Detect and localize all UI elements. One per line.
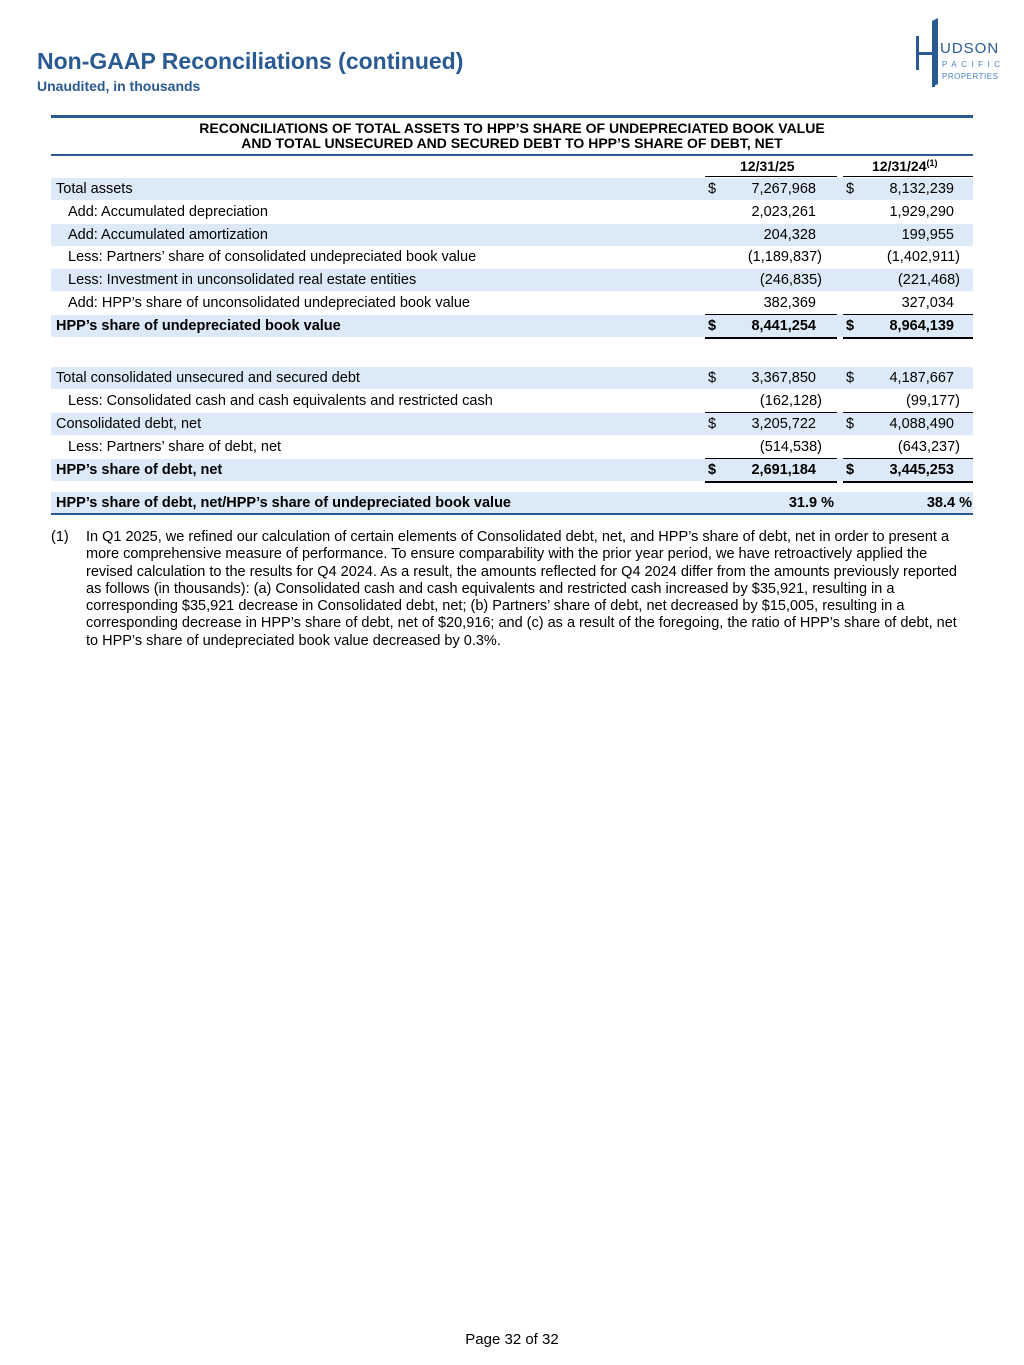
row-label: HPP’s share of debt, net/HPP’s share of undepreciated book value — [56, 495, 511, 511]
value-2024: 8,964,139 — [889, 318, 954, 334]
row-label: HPP’s share of undepreciated book value — [56, 318, 341, 334]
table-row — [51, 413, 973, 435]
logo-word-pacific: PACIFIC — [942, 60, 1005, 69]
table-bottom-rule — [51, 513, 973, 515]
table-row — [51, 367, 973, 389]
total-double-underline — [843, 481, 973, 483]
table-row — [51, 224, 973, 246]
row-label: Total assets — [56, 181, 133, 197]
table-title-line2: AND TOTAL UNSECURED AND SECURED DEBT TO HPP’S SHARE OF DEBT, NET — [241, 135, 783, 151]
row-label: Add: Accumulated depreciation — [68, 204, 268, 220]
logo-word-hudson: UDSON — [940, 40, 1000, 57]
row-label: Less: Partners’ share of consolidated undepreciated book value — [68, 249, 477, 265]
total-double-underline — [705, 337, 837, 339]
value-2025: 2,023,261 — [751, 204, 816, 220]
value-2024: (99,177) — [905, 393, 960, 409]
table-row — [51, 269, 973, 291]
value-2025: 3,205,722 — [751, 416, 816, 432]
table-title-rule — [51, 154, 973, 156]
table-row — [51, 390, 973, 412]
currency-sign: $ — [708, 462, 717, 478]
table-row — [51, 292, 973, 314]
currency-sign: $ — [846, 181, 855, 197]
value-2025: 31.9 % — [788, 495, 834, 511]
page-title: Non-GAAP Reconciliations (continued) — [37, 48, 464, 74]
row-label: Add: Accumulated amortization — [68, 227, 268, 243]
currency-sign: $ — [846, 318, 855, 334]
value-2024: 8,132,239 — [889, 181, 954, 197]
row-label: Consolidated debt, net — [56, 416, 202, 432]
value-2024: 3,445,253 — [889, 462, 954, 478]
row-label: Less: Consolidated cash and cash equivalents and restricted cash — [68, 393, 493, 409]
table-top-rule — [51, 115, 973, 118]
column-header-footnote-ref: (1) — [926, 158, 938, 168]
value-2024: 1,929,290 — [889, 204, 954, 220]
table-row — [51, 246, 973, 268]
footnote — [51, 529, 973, 650]
value-2025: (246,835) — [759, 272, 822, 288]
table-row-total — [51, 459, 973, 481]
row-label: Less: Investment in unconsolidated real estate entities — [68, 272, 417, 288]
value-2025: (162,128) — [759, 393, 822, 409]
page-subtitle: Unaudited, in thousands — [37, 78, 201, 94]
currency-sign: $ — [846, 370, 855, 386]
table-title — [51, 121, 973, 151]
currency-sign: $ — [708, 318, 717, 334]
value-2024: (1,402,911) — [886, 249, 960, 265]
column-header-2024-label: 12/31/24 — [872, 158, 927, 174]
currency-sign: $ — [708, 181, 717, 197]
column-header-2025: 12/31/25 — [740, 158, 795, 174]
value-2024: 4,088,490 — [889, 416, 954, 432]
footnote-text: In Q1 2025, we refined our calculation of certain elements of Consolidated debt, net, and HPP’s share of debt, net in order to present a more comprehensive measure of performance. To ensure comparability with the prior year period, we have retroactively applied the revised calculation to the results for Q4 2024. As a result, the amounts reflected for Q4 2024 differ from the amounts previously reported as follows (in thousands): (a) Consolidated cash and cash equivalents and restricted cash increased by $35,921, resulting in a corresponding $35,921 decrease in Consolidated debt, net; (b) Partners’ share of debt, net decreased by $15,005, resulting in a corresponding decrease in HPP’s share of debt, net of $20,916; and (c) as a result of the foregoing, the ratio of HPP’s share of debt, net to HPP’s share of undepreciated book value decreased by 0.3%. — [86, 529, 957, 649]
table-row-total — [51, 315, 973, 337]
value-2024: (221,468) — [897, 272, 960, 288]
value-2025: (1,189,837) — [747, 249, 822, 265]
row-label: Total consolidated unsecured and secured debt — [56, 370, 360, 386]
value-2024: 199,955 — [901, 227, 954, 243]
value-2024: (643,237) — [897, 439, 960, 455]
table-row — [51, 436, 973, 458]
column-header-underline — [705, 176, 837, 177]
table-row — [51, 178, 973, 200]
value-2025: (514,538) — [759, 439, 822, 455]
page-number: Page 32 of 32 — [465, 1331, 559, 1348]
value-2025: 204,328 — [763, 227, 816, 243]
hudson-logo — [912, 18, 1005, 90]
row-label: Less: Partners’ share of debt, net — [68, 439, 282, 455]
value-2025: 3,367,850 — [751, 370, 816, 386]
currency-sign: $ — [846, 416, 855, 432]
table-title-line1: RECONCILIATIONS OF TOTAL ASSETS TO HPP’S SHARE OF UNDEPRECIATED BOOK VALUE — [199, 120, 825, 136]
value-2025: 7,267,968 — [751, 181, 816, 197]
table-row-ratio — [51, 492, 973, 513]
table-row — [51, 201, 973, 223]
footnote-marker: (1) — [51, 529, 69, 545]
currency-sign: $ — [708, 370, 717, 386]
value-2024: 38.4 % — [926, 495, 972, 511]
currency-sign: $ — [846, 462, 855, 478]
total-double-underline — [705, 481, 837, 483]
currency-sign: $ — [708, 416, 717, 432]
value-2025: 8,441,254 — [751, 318, 816, 334]
value-2024: 4,187,667 — [889, 370, 954, 386]
value-2024: 327,034 — [901, 295, 954, 311]
value-2025: 382,369 — [763, 295, 816, 311]
total-double-underline — [843, 337, 973, 339]
row-label: Add: HPP’s share of unconsolidated undepreciated book value — [68, 295, 470, 311]
column-header-underline — [843, 176, 973, 177]
logo-word-properties: PROPERTIES — [942, 72, 999, 81]
row-label: HPP’s share of debt, net — [56, 462, 223, 478]
value-2025: 2,691,184 — [751, 462, 816, 478]
column-header-2024 — [872, 158, 938, 174]
